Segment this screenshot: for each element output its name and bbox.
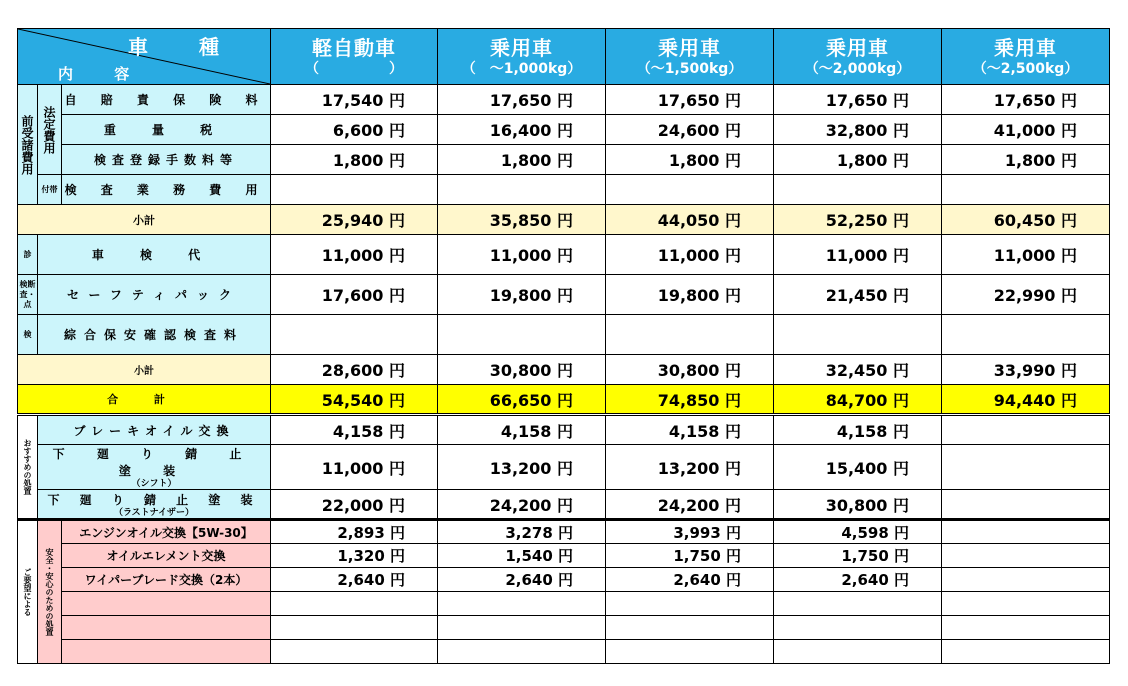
column-header [438, 29, 606, 85]
cell-value: 1,800 円 [942, 145, 1110, 175]
cell-value [942, 616, 1110, 640]
cell-value [606, 175, 774, 205]
cell-value [438, 315, 606, 355]
corner-bottom-label: 内 容 [58, 65, 148, 83]
cell-value: 30,800 円 [774, 490, 942, 520]
subtotal-value: 30,800 円 [606, 355, 774, 385]
cell-value: 21,450 円 [774, 275, 942, 315]
cell-value: 11,000 円 [271, 445, 438, 490]
table-row [18, 640, 1110, 664]
table-row [18, 175, 1110, 205]
cell-value: 22,000 円 [271, 490, 438, 520]
cell-value [942, 592, 1110, 616]
cell-value [942, 315, 1110, 355]
column-header [606, 29, 774, 85]
cell-value: 4,158 円 [774, 415, 942, 445]
cell-value: 1,750 円 [606, 544, 774, 568]
cell-value [774, 640, 942, 664]
total-value: 94,440 円 [942, 385, 1110, 415]
cell-value [942, 490, 1110, 520]
cell-value: 11,000 円 [774, 235, 942, 275]
column-range: （～2,500kg） [972, 60, 1079, 77]
cell-value: 41,000 円 [942, 115, 1110, 145]
cell-value [942, 445, 1110, 490]
table-row [18, 415, 1110, 445]
cell-value: 16,400 円 [438, 115, 606, 145]
price-table [17, 28, 1110, 664]
column-range: （～2,000kg） [804, 60, 911, 77]
table-row [18, 275, 1110, 315]
table-row [18, 85, 1110, 115]
column-name: 乗用車 [994, 35, 1058, 60]
cell-value [942, 544, 1110, 568]
cell-value: 19,800 円 [606, 275, 774, 315]
subtotal-label: 小計 [18, 205, 271, 235]
cell-value [438, 175, 606, 205]
cell-value [438, 616, 606, 640]
cell-value [942, 568, 1110, 592]
row-label: 重 量 税 [62, 115, 271, 145]
table-row [18, 115, 1110, 145]
cell-value: 2,640 円 [438, 568, 606, 592]
cell-value: 3,993 円 [606, 520, 774, 544]
subtotal-value: 52,250 円 [774, 205, 942, 235]
subtotal-value: 32,450 円 [774, 355, 942, 385]
header-row [18, 29, 1110, 85]
group-label-inspection-2: 検断 査・点 [18, 275, 38, 315]
table-row [18, 145, 1110, 175]
cell-value [774, 175, 942, 205]
cell-value: 24,200 円 [438, 490, 606, 520]
row-label: 下 廻 り 錆 止 塗 装 （ラストナイザー） [38, 490, 271, 520]
cell-value: 2,640 円 [606, 568, 774, 592]
subtotal-value: 30,800 円 [438, 355, 606, 385]
cell-value [774, 592, 942, 616]
table-row [18, 445, 1110, 490]
total-label: 合 計 [18, 385, 271, 415]
table-row [18, 616, 1110, 640]
group-label-safety: 安全・安心のための処置 [38, 520, 62, 664]
group-label-legal-fees: 法定費用 [38, 85, 62, 175]
total-value: 66,650 円 [438, 385, 606, 415]
table-row [18, 235, 1110, 275]
cell-value: 6,600 円 [271, 115, 438, 145]
cell-value: 1,800 円 [271, 145, 438, 175]
column-header [774, 29, 942, 85]
cell-value: 32,800 円 [774, 115, 942, 145]
cell-value: 17,600 円 [271, 275, 438, 315]
cell-value: 1,320 円 [271, 544, 438, 568]
cell-value: 1,800 円 [438, 145, 606, 175]
cell-value: 17,650 円 [606, 85, 774, 115]
total-row [18, 385, 1110, 415]
cell-value [606, 616, 774, 640]
total-value: 84,700 円 [774, 385, 942, 415]
cell-value [606, 640, 774, 664]
row-label: 車 検 代 [38, 235, 271, 275]
table-row [18, 315, 1110, 355]
cell-value: 13,200 円 [438, 445, 606, 490]
cell-value [271, 175, 438, 205]
column-range: （ ～1,000kg） [461, 60, 582, 77]
cell-value: 17,650 円 [942, 85, 1110, 115]
cell-value [438, 592, 606, 616]
row-label: 綜合保安確認検査料 [38, 315, 271, 355]
cell-value: 2,640 円 [774, 568, 942, 592]
column-name: 乗用車 [490, 35, 554, 60]
group-label-recommended: おすすめの処置 [18, 415, 38, 520]
column-name: 乗用車 [658, 35, 722, 60]
header-corner [18, 29, 271, 85]
row-label: セーフティパック [38, 275, 271, 315]
cell-value: 1,800 円 [606, 145, 774, 175]
corner-top-label: 車 種 [128, 35, 241, 59]
cell-value [271, 592, 438, 616]
group-label-inspection-3: 検 [18, 315, 38, 355]
cell-value [774, 616, 942, 640]
cell-value [942, 175, 1110, 205]
row-label: 検査登録手数料等 [62, 145, 271, 175]
cell-value [942, 640, 1110, 664]
group-label-advance-fees: 前受諸費用 [18, 85, 38, 205]
cell-value: 11,000 円 [942, 235, 1110, 275]
table-row [18, 592, 1110, 616]
cell-value [271, 640, 438, 664]
cell-value: 11,000 円 [271, 235, 438, 275]
cell-value: 24,600 円 [606, 115, 774, 145]
group-label-incidental: 付帯 [38, 175, 62, 205]
group-label-requests: ご要望による [18, 520, 38, 664]
group-label-inspection: 診 [18, 235, 38, 275]
cell-value [271, 315, 438, 355]
subtotal-value: 44,050 円 [606, 205, 774, 235]
row-label [62, 616, 271, 640]
cell-value [942, 415, 1110, 445]
cell-value: 4,158 円 [438, 415, 606, 445]
table-row [18, 490, 1110, 520]
row-label: ブレーキオイル交換 [38, 415, 271, 445]
subtotal-label: 小計 [18, 355, 271, 385]
cell-value: 4,158 円 [606, 415, 774, 445]
cell-value [438, 640, 606, 664]
column-range: （ ） [305, 60, 404, 77]
cell-value: 1,750 円 [774, 544, 942, 568]
table-row [18, 568, 1110, 592]
cell-value: 22,990 円 [942, 275, 1110, 315]
row-label: 下 廻 り 錆 止 塗 装 （シフト） [38, 445, 271, 490]
cell-value: 4,598 円 [774, 520, 942, 544]
subtotal-value: 35,850 円 [438, 205, 606, 235]
subtotal-row [18, 205, 1110, 235]
column-header [271, 29, 438, 85]
row-label: 自 賠 責 保 険 料 [62, 85, 271, 115]
row-label: オイルエレメント交換 [62, 544, 271, 568]
cell-value: 24,200 円 [606, 490, 774, 520]
subtotal-row [18, 355, 1110, 385]
cell-value: 3,278 円 [438, 520, 606, 544]
table-row [18, 544, 1110, 568]
row-label: ワイパーブレード交換（2本） [62, 568, 271, 592]
row-label: エンジンオイル交換【5W-30】 [62, 520, 271, 544]
column-range: （～1,500kg） [636, 60, 743, 77]
cell-value [606, 315, 774, 355]
cell-value: 2,893 円 [271, 520, 438, 544]
column-name: 軽自動車 [312, 35, 397, 60]
cell-value: 17,540 円 [271, 85, 438, 115]
total-value: 74,850 円 [606, 385, 774, 415]
column-header [942, 29, 1110, 85]
cell-value: 19,800 円 [438, 275, 606, 315]
subtotal-value: 60,450 円 [942, 205, 1110, 235]
column-name: 乗用車 [826, 35, 890, 60]
cell-value: 13,200 円 [606, 445, 774, 490]
row-label [62, 640, 271, 664]
subtotal-value: 25,940 円 [271, 205, 438, 235]
cell-value: 11,000 円 [606, 235, 774, 275]
subtotal-value: 33,990 円 [942, 355, 1110, 385]
total-value: 54,540 円 [271, 385, 438, 415]
cell-value: 15,400 円 [774, 445, 942, 490]
row-label [62, 592, 271, 616]
subtotal-value: 28,600 円 [271, 355, 438, 385]
cell-value [942, 520, 1110, 544]
cell-value: 1,540 円 [438, 544, 606, 568]
row-label: 検 査 業 務 費 用 [62, 175, 271, 205]
cell-value: 1,800 円 [774, 145, 942, 175]
cell-value: 2,640 円 [271, 568, 438, 592]
cell-value: 17,650 円 [774, 85, 942, 115]
cell-value [606, 592, 774, 616]
cell-value: 4,158 円 [271, 415, 438, 445]
cell-value [271, 616, 438, 640]
cell-value [774, 315, 942, 355]
table-row [18, 520, 1110, 544]
cell-value: 11,000 円 [438, 235, 606, 275]
cell-value: 17,650 円 [438, 85, 606, 115]
